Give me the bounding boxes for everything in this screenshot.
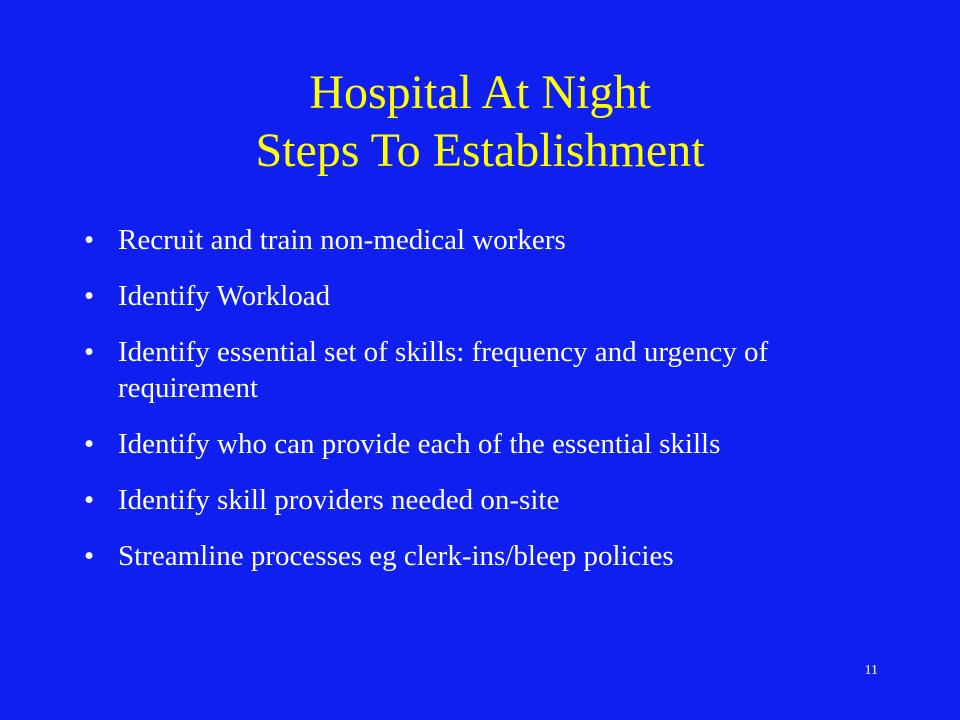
bullet-icon: • bbox=[84, 336, 95, 368]
title-line-2: Steps To Establishment bbox=[255, 124, 705, 177]
slide-number: 11 bbox=[864, 663, 878, 678]
bullet-item bbox=[84, 538, 864, 574]
bullet-icon: • bbox=[84, 540, 95, 572]
bullet-item bbox=[84, 334, 864, 406]
bullet-item bbox=[84, 482, 864, 518]
bullet-text: Identify essential set of skills: frequency and urgency of requirement bbox=[118, 336, 769, 404]
bullet-text: Identify who can provide each of the essential skills bbox=[118, 428, 721, 460]
bullet-item bbox=[84, 222, 864, 258]
bullet-icon: • bbox=[84, 280, 95, 312]
bullet-item bbox=[84, 278, 864, 314]
bullet-text: Identify skill providers needed on-site bbox=[118, 484, 560, 516]
bullet-icon: • bbox=[84, 484, 95, 516]
slide-title bbox=[0, 64, 960, 180]
bullet-icon: • bbox=[84, 428, 95, 460]
title-line-1: Hospital At Night bbox=[309, 66, 651, 119]
bullet-text: Streamline processes eg clerk-ins/bleep policies bbox=[118, 540, 674, 572]
bullet-text: Identify Workload bbox=[118, 280, 331, 312]
bullet-item bbox=[84, 426, 864, 462]
bullet-text: Recruit and train non-medical workers bbox=[118, 224, 566, 256]
bullet-icon: • bbox=[84, 224, 95, 256]
bullet-list bbox=[84, 222, 864, 594]
